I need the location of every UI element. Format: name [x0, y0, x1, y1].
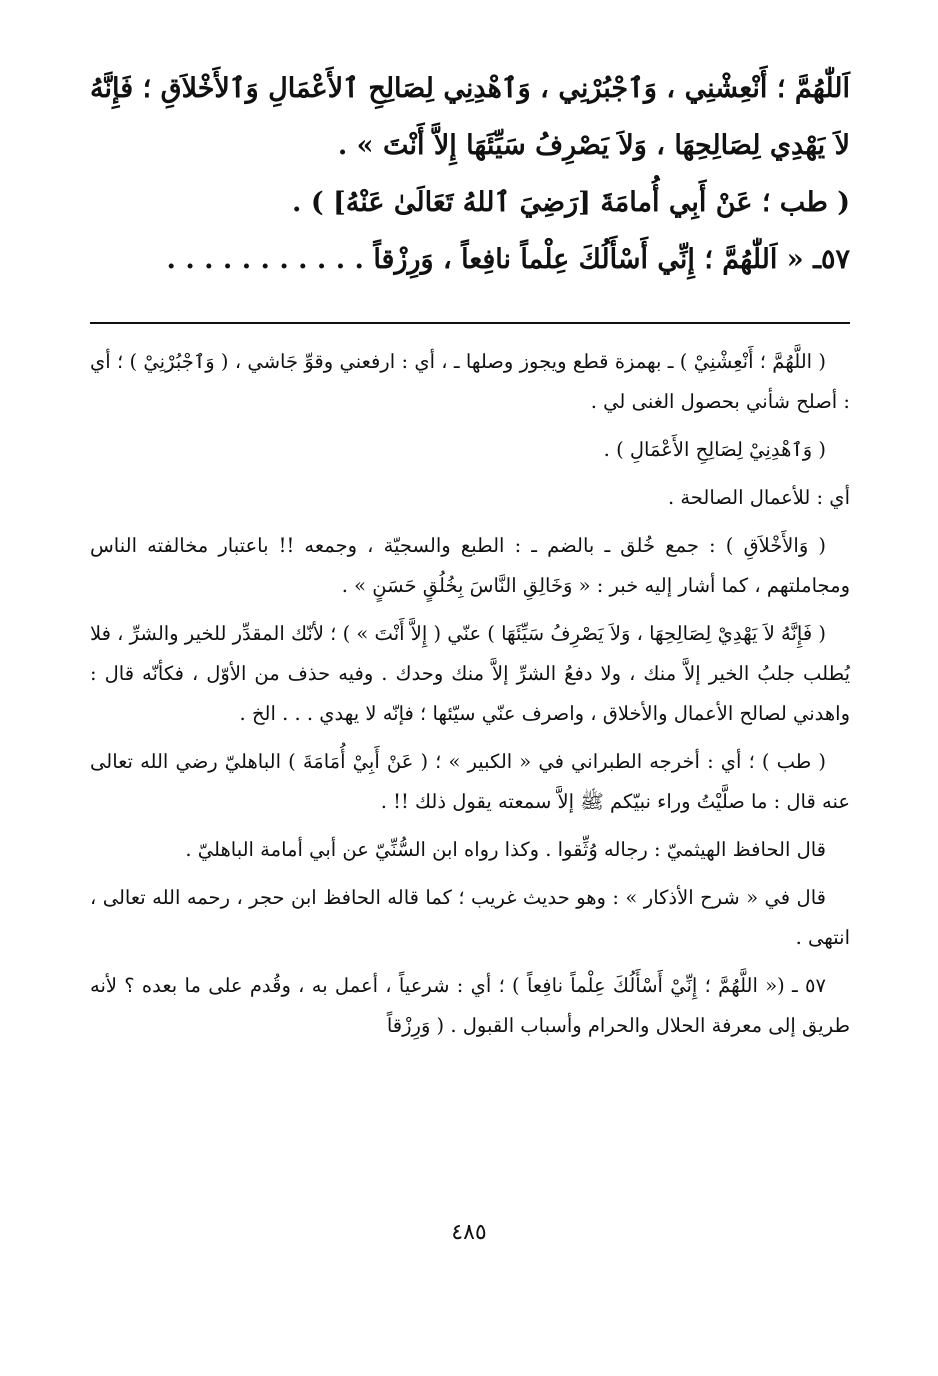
- commentary-paragraph: أي : للأعمال الصالحة .: [667, 486, 850, 509]
- commentary-paragraph: قال في « شرح الأذكار » : وهو حديث غريب ؛ كما قاله الحافظ ابن حجر ، رحمه الله تعالى ، انتهى .: [90, 886, 850, 949]
- hadith-source: ( طب ؛ عَنْ أَبِي أُمامَةَ [رَضِيَ ٱللهُ تَعَالَىٰ عَنْهُ] ) .: [292, 187, 850, 218]
- commentary: [90, 342, 850, 1046]
- commentary-paragraph: ( فَإِنَّهُ لاَ يَهْدِيْ لِصَالِحِهَا ، وَلاَ يَصْرِفُ سَيِّئَهَا ) عنّي ( إِلاَّ أَنْتَ » ) ؛ لأنّك المقدِّر للخير والشرِّ ، فلا يُطلب جلبُ الخير إلاَّ منك ، ولا دفعُ الشرِّ إلاَّ منك وحدك . وفيه حذف من الأوّل ، فكأنّه قال : واهدني لصالح الأعمال والأخلاق ، واصرف عنّي سيّئها ؛ فإنّه لا يهدي . . . الخ .: [90, 622, 850, 725]
- commentary-paragraph: ( اللَّهُمَّ ؛ أَنْعِشْنِيْ ) ـ بهمزة قطع ويجوز وصلها ـ ، أي : ارفعني وقوِّ جَاشي ، ( وَٱجْبُرْنِيْ ) ؛ أي : أصلح شأني بحصول الغنى لي .: [90, 350, 850, 413]
- commentary-paragraph: ٥٧ ـ (« اللَّهُمَّ ؛ إِنِّيْ أَسْأَلُكَ عِلْماً نافِعاً ) ؛ أي : شرعياً ، أعمل به ، وقُدم على ما بعده ؟ لأنه طريق إلى معرفة الحلال والحرام وأسباب القبول . ( وَرِزْقاً: [90, 974, 850, 1037]
- hadith-line: اَللّٰهُمَّ ؛ أَنْعِشْنِي ، وَٱجْبُرْنِي ، وَٱهْدِنِي لِصَالِحِ ٱلأَعْمَالِ وَٱلأَخْلاَقِ ؛ فَإِنَّهُ لاَ يَهْدِي لِصَالِحِهَا ، وَلاَ يَصْرِفُ سَيِّئَهَا إِلاَّ أَنْتَ » .: [90, 73, 850, 161]
- commentary-paragraph: ( وَٱهْدِنِيْ لِصَالِحِ الأَعْمَالِ ) .: [603, 438, 826, 461]
- commentary-paragraph: ( وَالأَخْلاَقِ ) : جمع خُلق ـ بالضم ـ : الطبع والسجيّة ، وجمعه !! باعتبار مخالفته الناس ومجاملتهم ، كما أشار إليه خبر : « وَخَالِقِ النَّاسَ بِخُلُقٍ حَسَنٍ » .: [90, 534, 850, 597]
- book-page: [90, 60, 850, 1340]
- commentary-paragraph: قال الحافظ الهيثميّ : رجاله وُثِّقوا . وكذا رواه ابن السُّنِّيّ عن أبي أمامة الباهليّ .: [185, 838, 826, 861]
- hadith-57-start: ٥٧ـ « اَللّٰهُمَّ ؛ إِنِّي أَسْأَلُكَ عِلْماً نافِعاً ، وَرِزْقاً . . . . . . . . . . .: [166, 244, 850, 275]
- hadith-text: [90, 60, 850, 288]
- footnote-divider: [90, 322, 850, 324]
- page-number: ٤٨٥: [451, 1220, 487, 1245]
- commentary-paragraph: ( طب ) ؛ أي : أخرجه الطبراني في « الكبير » ؛ ( عَنْ أَبِيْ أُمَامَةَ ) الباهليّ رضي الله تعالى عنه قال : ما صلَّيْتُ وراء نبيّكم ﷺ إلاَّ سمعته يقول ذلك !! .: [90, 750, 850, 813]
